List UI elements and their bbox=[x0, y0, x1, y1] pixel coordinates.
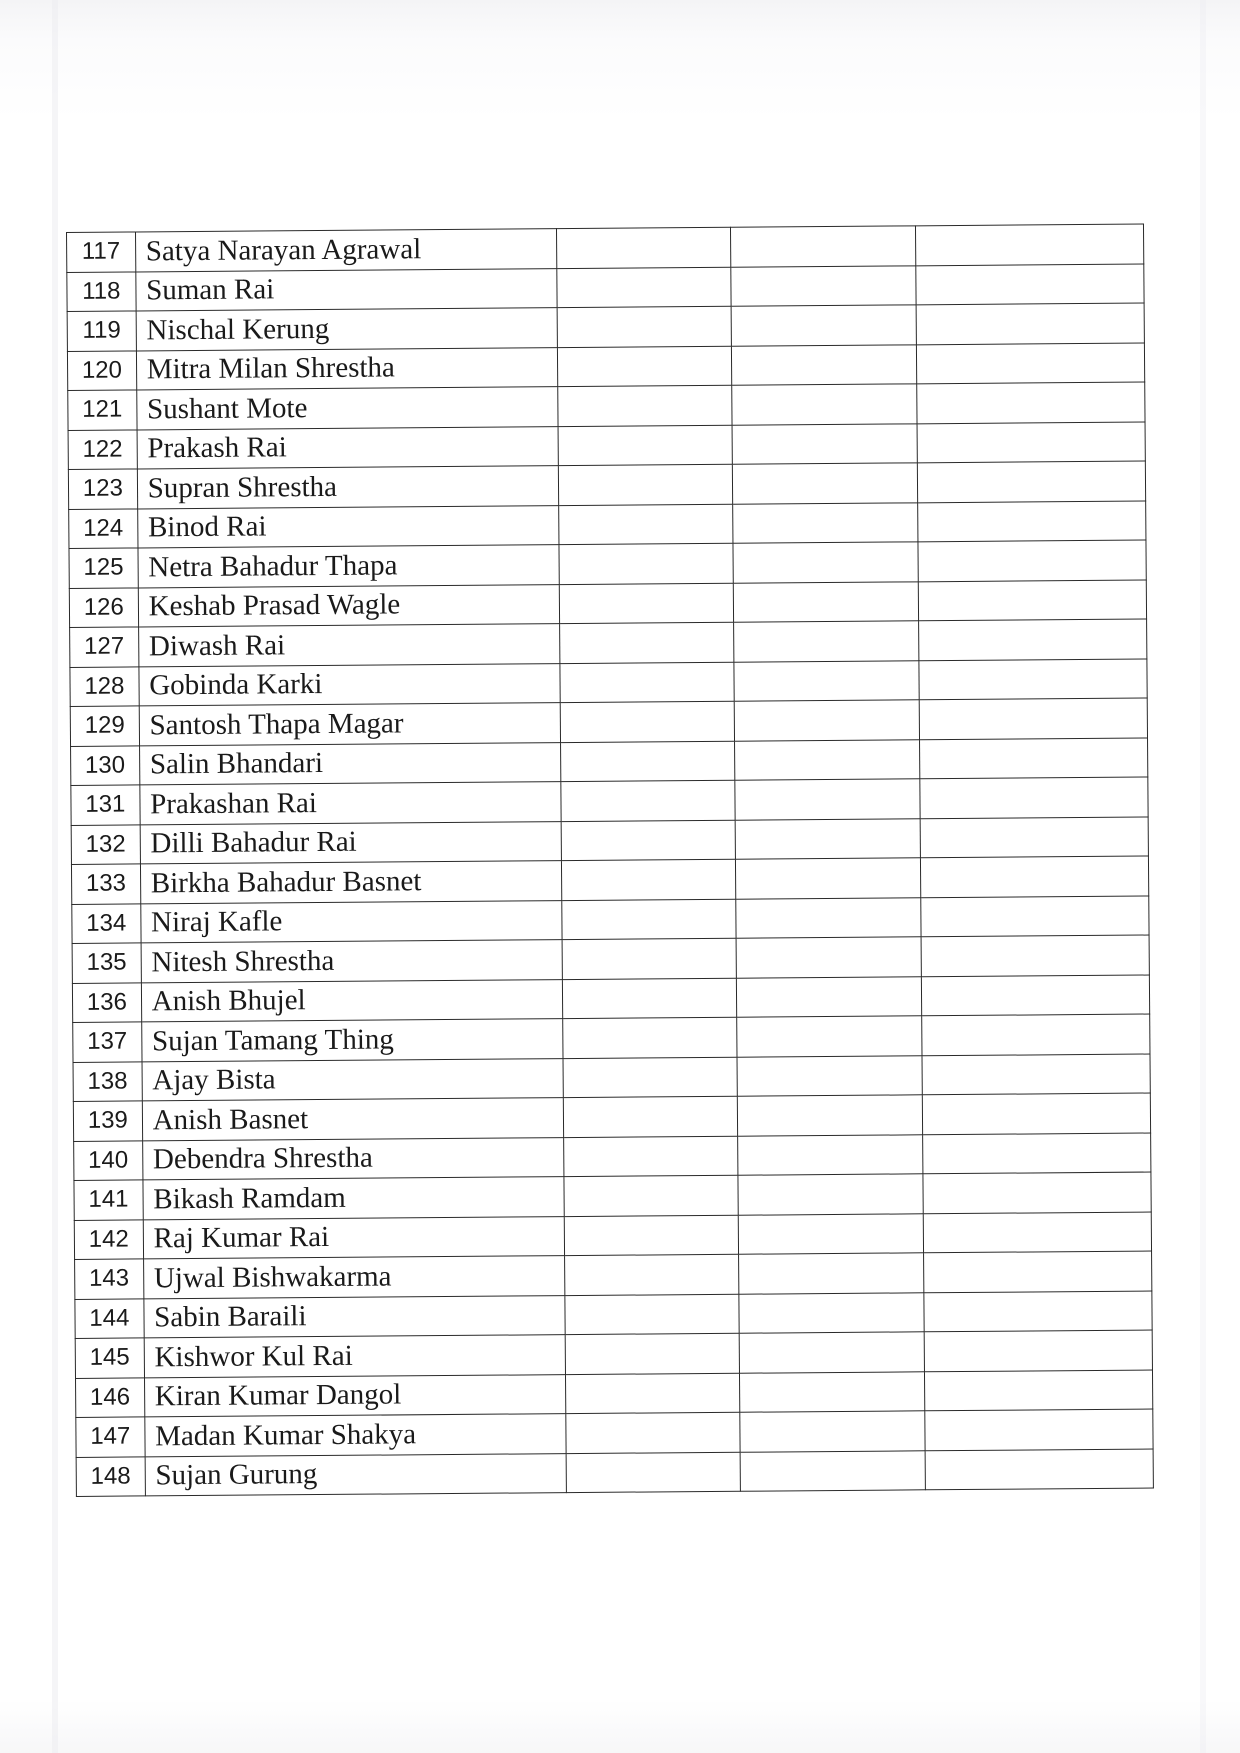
blank-cell-3 bbox=[916, 382, 1145, 423]
blank-cell-1 bbox=[558, 425, 732, 466]
blank-cell-2 bbox=[739, 1371, 924, 1412]
person-name-cell: Salin Bhandari bbox=[139, 742, 561, 785]
person-name-cell: Anish Bhujel bbox=[141, 979, 563, 1022]
serial-number-cell: 139 bbox=[73, 1101, 142, 1141]
person-name-cell: Nitesh Shrestha bbox=[141, 940, 563, 983]
scan-edge-right bbox=[1200, 0, 1206, 1753]
blank-cell-2 bbox=[734, 739, 919, 780]
blank-cell-1 bbox=[557, 346, 731, 387]
serial-number-cell: 117 bbox=[67, 232, 136, 272]
blank-cell-2 bbox=[734, 700, 919, 741]
person-name-cell: Niraj Kafle bbox=[140, 900, 562, 943]
blank-cell-3 bbox=[919, 738, 1148, 779]
person-name-cell: Satya Narayan Agrawal bbox=[135, 229, 557, 272]
blank-cell-1 bbox=[559, 543, 733, 584]
blank-cell-3 bbox=[919, 777, 1148, 818]
blank-cell-3 bbox=[919, 698, 1148, 739]
blank-cell-1 bbox=[561, 820, 735, 861]
person-name-cell: Netra Bahadur Thapa bbox=[138, 545, 560, 588]
person-name-cell: Suman Rai bbox=[135, 268, 557, 311]
scan-edge-left bbox=[52, 0, 58, 1753]
serial-number-cell: 130 bbox=[71, 745, 140, 785]
person-name-cell: Prakashan Rai bbox=[140, 782, 562, 825]
serial-number-cell: 118 bbox=[67, 271, 136, 311]
serial-number-cell: 123 bbox=[68, 469, 137, 509]
person-name-cell: Sushant Mote bbox=[136, 387, 558, 430]
serial-number-cell: 145 bbox=[75, 1338, 144, 1378]
blank-cell-2 bbox=[738, 1174, 923, 1215]
blank-cell-3 bbox=[923, 1291, 1152, 1332]
serial-number-cell: 126 bbox=[69, 587, 138, 627]
person-name-cell: Anish Basnet bbox=[142, 1098, 564, 1141]
blank-cell-1 bbox=[565, 1294, 739, 1335]
blank-cell-2 bbox=[732, 463, 917, 504]
blank-cell-1 bbox=[557, 306, 731, 347]
blank-cell-1 bbox=[557, 267, 731, 308]
blank-cell-1 bbox=[565, 1254, 739, 1295]
person-name-cell: Kishwor Kul Rai bbox=[144, 1335, 566, 1378]
blank-cell-1 bbox=[564, 1175, 738, 1216]
serial-number-cell: 134 bbox=[72, 903, 141, 943]
serial-number-cell: 124 bbox=[69, 508, 138, 548]
blank-cell-2 bbox=[740, 1450, 925, 1491]
blank-cell-2 bbox=[732, 423, 917, 464]
blank-cell-2 bbox=[732, 502, 917, 543]
blank-cell-1 bbox=[566, 1412, 740, 1453]
blank-cell-2 bbox=[737, 1055, 922, 1096]
serial-number-cell: 144 bbox=[75, 1298, 144, 1338]
serial-number-cell: 141 bbox=[74, 1180, 143, 1220]
blank-cell-2 bbox=[736, 976, 921, 1017]
blank-cell-1 bbox=[559, 583, 733, 624]
serial-number-cell: 132 bbox=[71, 824, 140, 864]
blank-cell-2 bbox=[737, 1134, 922, 1175]
blank-cell-3 bbox=[918, 580, 1147, 621]
serial-number-cell: 127 bbox=[70, 627, 139, 667]
blank-cell-2 bbox=[735, 779, 920, 820]
person-name-cell: Mitra Milan Shrestha bbox=[136, 347, 558, 390]
person-name-cell: Santosh Thapa Magar bbox=[139, 703, 561, 746]
blank-cell-3 bbox=[917, 422, 1146, 463]
blank-cell-2 bbox=[731, 344, 916, 385]
person-name-cell: Prakash Rai bbox=[137, 426, 559, 469]
blank-cell-1 bbox=[563, 1017, 737, 1058]
blank-cell-3 bbox=[922, 1093, 1151, 1134]
blank-cell-2 bbox=[734, 660, 919, 701]
blank-cell-3 bbox=[917, 461, 1146, 502]
blank-cell-2 bbox=[730, 226, 915, 267]
person-name-cell: Kiran Kumar Dangol bbox=[144, 1374, 566, 1417]
person-name-cell: Diwash Rai bbox=[138, 624, 560, 667]
blank-cell-3 bbox=[920, 817, 1149, 858]
blank-cell-3 bbox=[920, 856, 1149, 897]
blank-cell-1 bbox=[563, 1057, 737, 1098]
blank-cell-1 bbox=[564, 1136, 738, 1177]
blank-cell-3 bbox=[922, 1054, 1151, 1095]
blank-cell-2 bbox=[733, 581, 918, 622]
serial-number-cell: 136 bbox=[72, 982, 141, 1022]
person-name-cell: Sabin Baraili bbox=[144, 1295, 566, 1338]
blank-cell-2 bbox=[739, 1292, 924, 1333]
blank-cell-1 bbox=[566, 1452, 740, 1493]
person-name-cell: Binod Rai bbox=[137, 505, 559, 548]
blank-cell-2 bbox=[733, 542, 918, 583]
blank-cell-2 bbox=[740, 1411, 925, 1452]
serial-number-cell: 140 bbox=[74, 1140, 143, 1180]
blank-cell-3 bbox=[924, 1330, 1153, 1371]
blank-cell-1 bbox=[565, 1333, 739, 1374]
serial-number-cell: 147 bbox=[76, 1417, 145, 1457]
blank-cell-2 bbox=[738, 1253, 923, 1294]
person-name-cell: Birkha Bahadur Basnet bbox=[140, 861, 562, 904]
person-name-cell: Raj Kumar Rai bbox=[143, 1216, 565, 1259]
blank-cell-3 bbox=[924, 1409, 1153, 1450]
blank-cell-1 bbox=[559, 504, 733, 545]
blank-cell-3 bbox=[916, 343, 1145, 384]
person-name-cell: Debendra Shrestha bbox=[142, 1137, 564, 1180]
blank-cell-1 bbox=[562, 899, 736, 940]
blank-cell-1 bbox=[556, 227, 730, 268]
blank-cell-3 bbox=[922, 1133, 1151, 1174]
blank-cell-3 bbox=[924, 1370, 1153, 1411]
blank-cell-2 bbox=[731, 265, 916, 306]
blank-cell-2 bbox=[739, 1332, 924, 1373]
blank-cell-3 bbox=[921, 935, 1150, 976]
person-name-cell: Bikash Ramdam bbox=[143, 1177, 565, 1220]
blank-cell-3 bbox=[920, 896, 1149, 937]
person-name-cell: Ujwal Bishwakarma bbox=[143, 1256, 565, 1299]
blank-cell-2 bbox=[737, 1095, 922, 1136]
blank-cell-1 bbox=[561, 780, 735, 821]
person-name-cell: Keshab Prasad Wagle bbox=[138, 584, 560, 627]
serial-number-cell: 142 bbox=[74, 1219, 143, 1259]
blank-cell-2 bbox=[738, 1213, 923, 1254]
serial-number-cell: 121 bbox=[68, 390, 137, 430]
blank-cell-3 bbox=[923, 1172, 1152, 1213]
blank-cell-2 bbox=[731, 384, 916, 425]
blank-cell-3 bbox=[917, 501, 1146, 542]
blank-cell-1 bbox=[560, 662, 734, 703]
blank-cell-3 bbox=[921, 1014, 1150, 1055]
serial-number-cell: 128 bbox=[70, 666, 139, 706]
blank-cell-1 bbox=[562, 978, 736, 1019]
blank-cell-3 bbox=[923, 1251, 1152, 1292]
blank-cell-1 bbox=[562, 938, 736, 979]
person-name-cell: Sujan Gurung bbox=[145, 1453, 567, 1496]
blank-cell-1 bbox=[563, 1096, 737, 1137]
person-name-cell: Ajay Bista bbox=[142, 1058, 564, 1101]
blank-cell-1 bbox=[558, 464, 732, 505]
person-name-cell: Gobinda Karki bbox=[139, 663, 561, 706]
blank-cell-3 bbox=[916, 303, 1145, 344]
blank-cell-2 bbox=[736, 897, 921, 938]
blank-cell-3 bbox=[919, 659, 1148, 700]
person-name-cell: Madan Kumar Shakya bbox=[144, 1414, 566, 1457]
blank-cell-2 bbox=[733, 621, 918, 662]
serial-number-cell: 131 bbox=[71, 785, 140, 825]
blank-cell-3 bbox=[915, 224, 1144, 265]
serial-number-cell: 138 bbox=[73, 1061, 142, 1101]
blank-cell-1 bbox=[560, 701, 734, 742]
person-name-cell: Supran Shrestha bbox=[137, 466, 559, 509]
blank-cell-2 bbox=[735, 858, 920, 899]
blank-cell-1 bbox=[561, 859, 735, 900]
serial-number-cell: 133 bbox=[71, 864, 140, 904]
blank-cell-3 bbox=[918, 619, 1147, 660]
blank-cell-3 bbox=[925, 1448, 1154, 1489]
blank-cell-1 bbox=[565, 1373, 739, 1414]
blank-cell-2 bbox=[731, 305, 916, 346]
serial-number-cell: 135 bbox=[72, 943, 141, 983]
serial-number-cell: 146 bbox=[76, 1377, 145, 1417]
blank-cell-1 bbox=[558, 385, 732, 426]
blank-cell-3 bbox=[915, 264, 1144, 305]
blank-cell-3 bbox=[921, 975, 1150, 1016]
serial-number-cell: 122 bbox=[68, 429, 137, 469]
serial-number-cell: 120 bbox=[67, 350, 136, 390]
serial-number-cell: 129 bbox=[70, 706, 139, 746]
blank-cell-1 bbox=[561, 741, 735, 782]
blank-cell-3 bbox=[918, 540, 1147, 581]
serial-number-cell: 143 bbox=[75, 1259, 144, 1299]
blank-cell-3 bbox=[923, 1212, 1152, 1253]
person-name-cell: Nischal Kerung bbox=[136, 308, 558, 351]
blank-cell-1 bbox=[564, 1215, 738, 1256]
table-row bbox=[76, 1448, 1153, 1496]
name-list-table bbox=[66, 224, 1154, 1497]
blank-cell-2 bbox=[735, 818, 920, 859]
table-body bbox=[67, 224, 1154, 1496]
person-name-cell: Dilli Bahadur Rai bbox=[140, 821, 562, 864]
blank-cell-1 bbox=[560, 622, 734, 663]
serial-number-cell: 119 bbox=[67, 311, 136, 351]
serial-number-cell: 137 bbox=[73, 1022, 142, 1062]
person-name-cell: Sujan Tamang Thing bbox=[141, 1019, 563, 1062]
serial-number-cell: 148 bbox=[76, 1456, 145, 1496]
blank-cell-2 bbox=[736, 1016, 921, 1057]
blank-cell-2 bbox=[736, 937, 921, 978]
serial-number-cell: 125 bbox=[69, 548, 138, 588]
